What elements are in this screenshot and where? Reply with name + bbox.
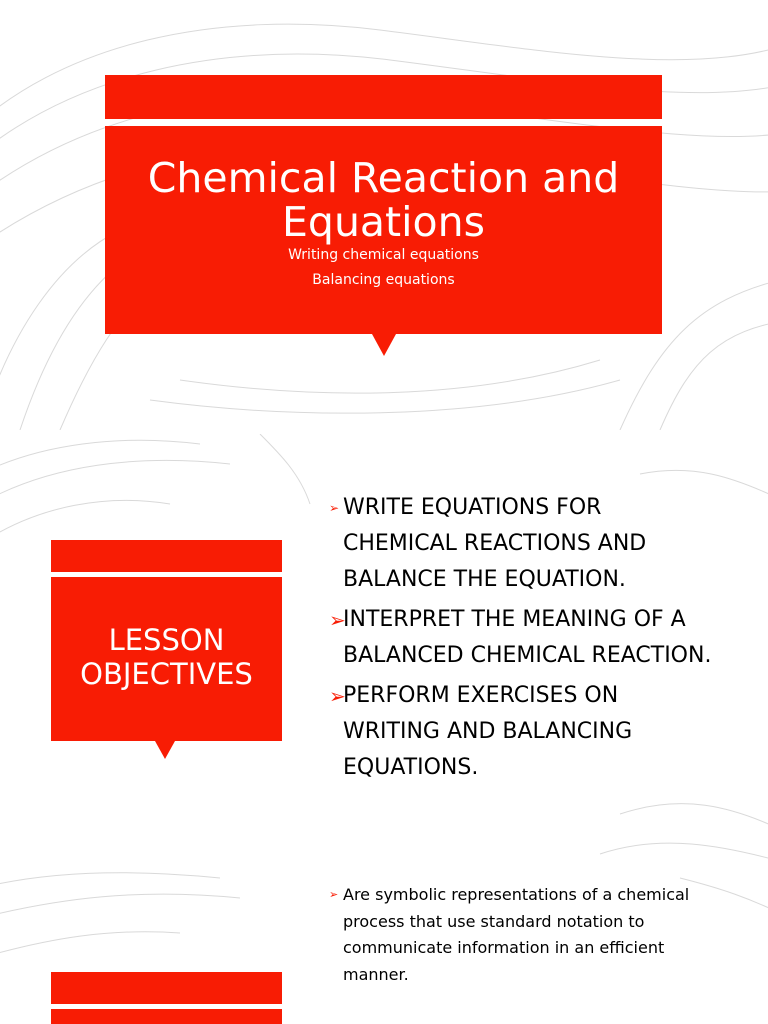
arrow-bullet-icon: ➢ xyxy=(329,684,346,708)
slide-title-text: Chemical Reaction and Equations xyxy=(147,154,620,246)
definition-header-bar xyxy=(51,972,282,1004)
slide-objectives xyxy=(0,434,768,864)
definition-item xyxy=(329,882,709,988)
definition-box-top xyxy=(51,1009,282,1024)
definition-list xyxy=(329,882,709,988)
title-box-pointer xyxy=(372,334,396,356)
objective-text: INTERPRET THE MEANING OF A BALANCED CHEMICAL REACTION. xyxy=(343,607,712,668)
objectives-heading-box xyxy=(51,577,282,741)
objectives-box-pointer xyxy=(155,741,175,759)
arrow-bullet-icon: ➢ xyxy=(329,501,340,515)
objective-text: WRITE EQUATIONS FOR CHEMICAL REACTIONS AND BALANCE THE EQUATION. xyxy=(343,495,647,592)
objective-item-2 xyxy=(329,602,721,674)
subtitle-2: Balancing equations xyxy=(312,272,455,288)
arrow-bullet-icon: ➢ xyxy=(329,608,346,632)
lesson-objectives-heading: LESSON OBJECTIVES xyxy=(80,623,253,691)
title-box xyxy=(105,126,662,334)
objectives-list xyxy=(329,490,721,786)
definition-text: Are symbolic representations of a chemical process that use standard notation to communicate information in an efficient manner. xyxy=(343,885,690,984)
slide-title xyxy=(0,0,768,430)
objective-item-1 xyxy=(329,490,721,598)
subtitle-1: Writing chemical equations xyxy=(288,247,479,263)
arrow-bullet-icon: ➢ xyxy=(329,888,339,901)
objective-item-3 xyxy=(329,678,721,786)
title-header-bar xyxy=(105,75,662,119)
objectives-header-bar xyxy=(51,540,282,572)
slide-definition xyxy=(0,868,768,1024)
objective-text: PERFORM EXERCISES ON WRITING AND BALANCING EQUATIONS. xyxy=(343,683,633,780)
